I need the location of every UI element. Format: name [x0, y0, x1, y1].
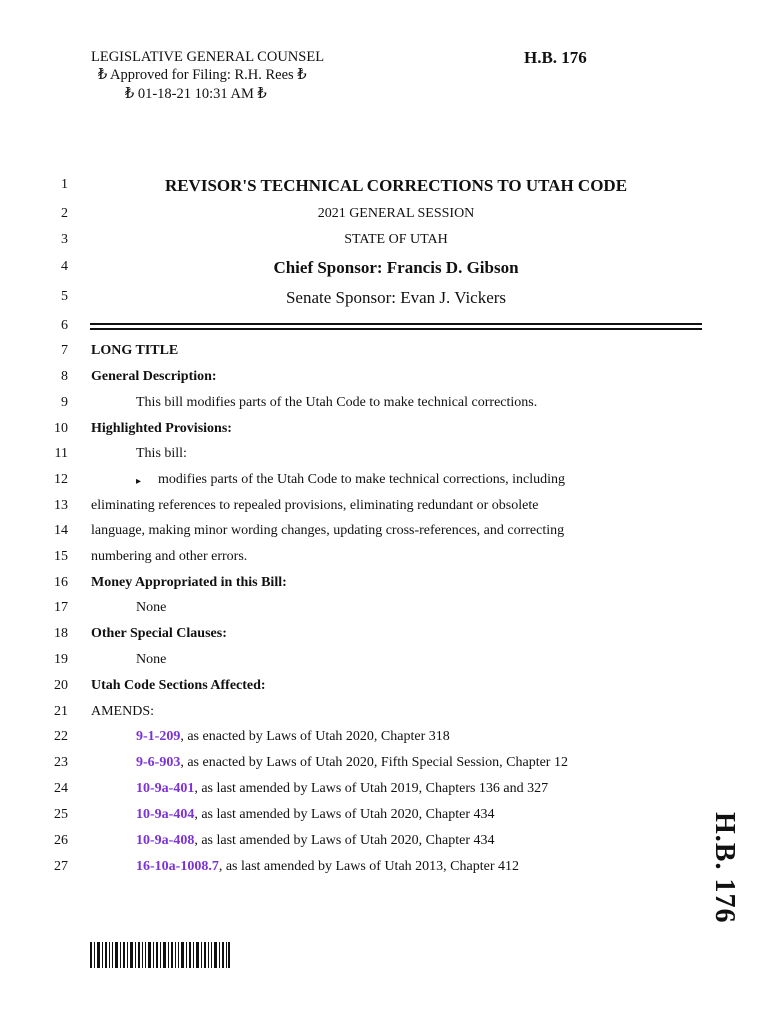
- barcode-icon: [90, 942, 230, 968]
- section-entry: [136, 781, 548, 797]
- line-number: 17: [54, 600, 68, 615]
- special-clauses-heading: Other Special Clauses:: [91, 626, 227, 641]
- amends-label: AMENDS:: [91, 704, 155, 719]
- senate-sponsor: Senate Sponsor: Evan J. Vickers: [285, 288, 507, 307]
- section-link[interactable]: 10-9a-404: [136, 807, 195, 822]
- line-number: 5: [61, 289, 68, 304]
- side-bill-label: H.B. 176: [709, 812, 740, 924]
- line-number: 21: [54, 704, 68, 719]
- line-number: 22: [54, 729, 68, 744]
- highlighted-provisions-heading: Highlighted Provisions:: [91, 421, 232, 436]
- bullet-icon: ▸: [136, 476, 142, 487]
- line-number: 2: [61, 206, 68, 221]
- money-appropriated-heading: Money Appropriated in this Bill:: [91, 575, 287, 590]
- section-entry: [136, 859, 519, 875]
- line-number: 4: [61, 259, 68, 274]
- line-number: 15: [54, 549, 68, 564]
- line-number: 11: [54, 446, 68, 461]
- divider-top: [90, 323, 702, 325]
- line-number: 20: [54, 678, 68, 693]
- line-number: 14: [54, 523, 68, 538]
- section-desc: , as last amended by Laws of Utah 2020, Chapter 434: [194, 833, 495, 848]
- section-desc: , as last amended by Laws of Utah 2019, Chapters 136 and 327: [194, 781, 549, 796]
- line-number: 27: [54, 859, 68, 874]
- line-number: 1: [61, 177, 68, 192]
- section-entry: [136, 833, 494, 849]
- line-number: 16: [54, 575, 68, 590]
- line-number: 18: [54, 626, 68, 641]
- line-number: 9: [61, 395, 68, 410]
- special-clauses-value: None: [136, 652, 167, 667]
- section-entry: [136, 755, 568, 771]
- line-number: 7: [61, 343, 68, 358]
- this-bill-text: This bill:: [136, 446, 187, 461]
- divider-bottom: [90, 328, 702, 330]
- line-number: 8: [61, 369, 68, 384]
- provision-line: language, making minor wording changes, updating cross-references, and correcting: [91, 523, 565, 538]
- provision-line: eliminating references to repealed provisions, eliminating redundant or obsolete: [91, 498, 539, 513]
- line-number: 10: [54, 421, 68, 436]
- line-number: 13: [54, 498, 68, 513]
- line-number: 3: [61, 232, 68, 247]
- section-desc: , as enacted by Laws of Utah 2020, Chapter 318: [180, 729, 450, 744]
- line-number: 24: [54, 781, 68, 796]
- session: 2021 GENERAL SESSION: [317, 206, 475, 221]
- section-desc: , as enacted by Laws of Utah 2020, Fifth Special Session, Chapter 12: [180, 755, 568, 770]
- bill-title: REVISOR'S TECHNICAL CORRECTIONS TO UTAH CODE: [164, 176, 628, 195]
- section-entry: [136, 807, 494, 823]
- section-entry: [136, 729, 450, 745]
- general-description-heading: General Description:: [91, 369, 217, 384]
- line-number: 25: [54, 807, 68, 822]
- approval-datetime: ₺ 01-18-21 10:31 AM ₺: [125, 86, 267, 102]
- section-desc: , as last amended by Laws of Utah 2013, Chapter 412: [218, 859, 519, 874]
- bill-number: H.B. 176: [524, 48, 587, 67]
- long-title-heading: LONG TITLE: [91, 343, 179, 358]
- section-desc: , as last amended by Laws of Utah 2020, Chapter 434: [194, 807, 495, 822]
- line-number: 26: [54, 833, 68, 848]
- provision-line: numbering and other errors.: [91, 549, 248, 564]
- sections-affected-heading: Utah Code Sections Affected:: [91, 678, 266, 693]
- office-name: LEGISLATIVE GENERAL COUNSEL: [91, 49, 325, 65]
- section-link[interactable]: 16-10a-1008.7: [136, 859, 219, 874]
- line-number: 19: [54, 652, 68, 667]
- line-number: 12: [54, 472, 68, 487]
- state: STATE OF UTAH: [344, 232, 448, 247]
- line-number: 6: [61, 318, 68, 333]
- section-link[interactable]: 10-9a-401: [136, 781, 195, 796]
- money-appropriated-value: None: [136, 600, 167, 615]
- section-link[interactable]: 10-9a-408: [136, 833, 195, 848]
- section-link[interactable]: 9-1-209: [136, 729, 181, 744]
- provision-line: modifies parts of the Utah Code to make technical corrections, including: [158, 472, 566, 487]
- chief-sponsor: Chief Sponsor: Francis D. Gibson: [273, 258, 519, 277]
- approval-stamp: ₺ Approved for Filing: R.H. Rees ₺: [98, 67, 307, 83]
- line-number: 23: [54, 755, 68, 770]
- description-text: This bill modifies parts of the Utah Code to make technical corrections.: [136, 395, 538, 410]
- section-link[interactable]: 9-6-903: [136, 755, 181, 770]
